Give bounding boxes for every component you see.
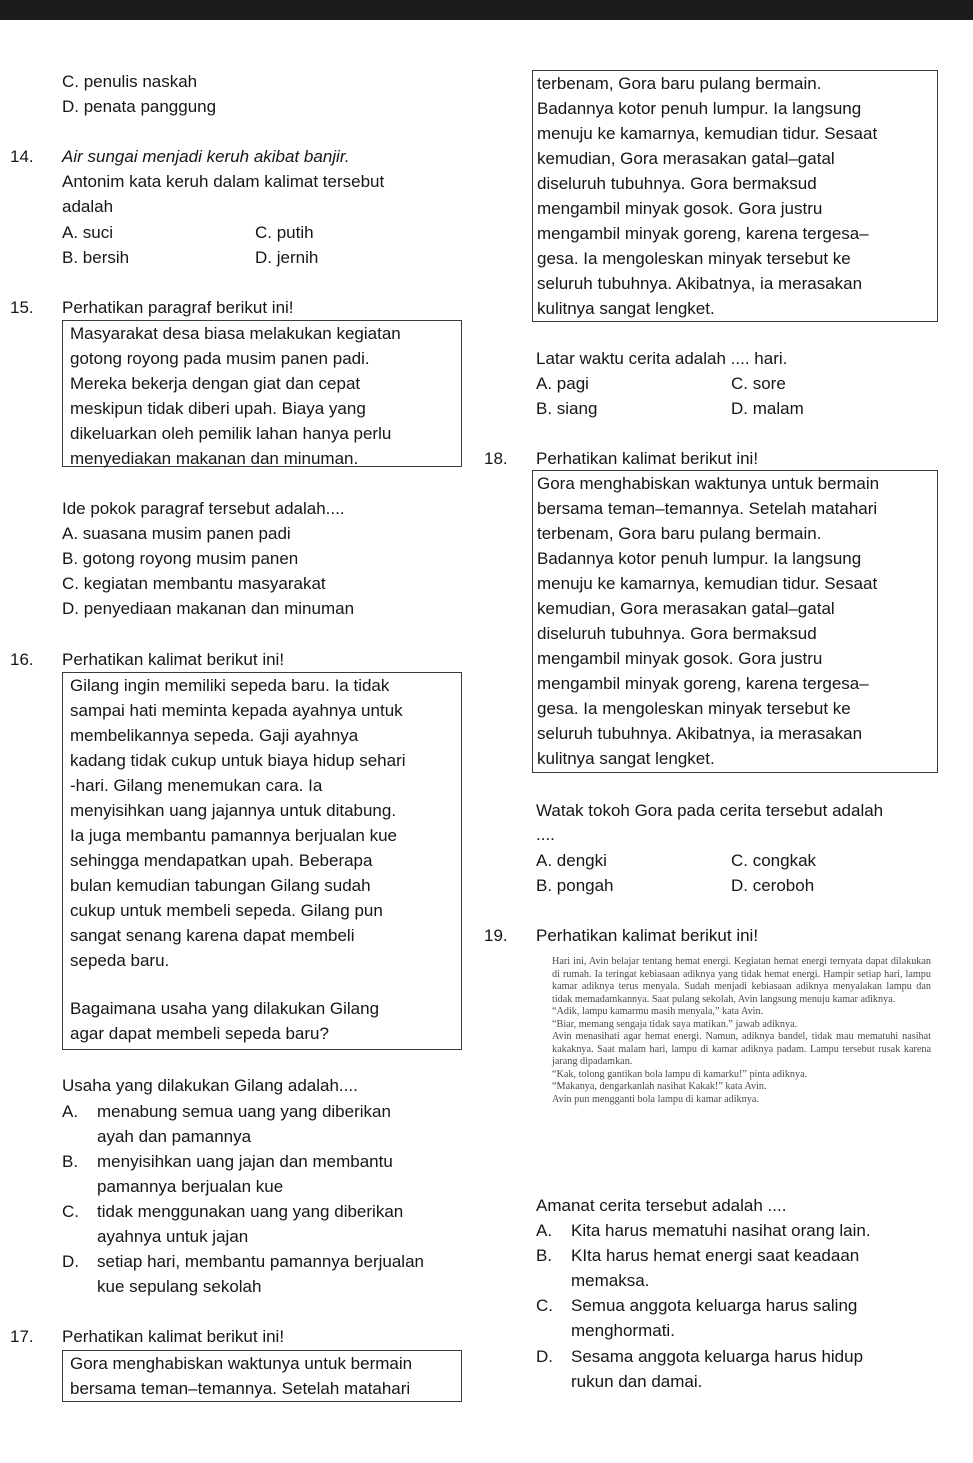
passage-paragraph: Avin menasihati agar hemat energi. Namun, adiknya bandel, tidak mau mematuhi nasihat kakaknya. Saat malam hari, lampu di kamar adiknya padam. Lampu tersebut rusak karena jarang dipadamkan. (552, 1031, 931, 1067)
passage-line: kulitnya sangat lengket. (537, 749, 715, 768)
passage-line: kulitnya sangat lengket. (537, 299, 715, 318)
passage-line: sehingga mendapatkan upah. Beberapa (70, 851, 373, 870)
q16-stem: Perhatikan kalimat berikut ini! (62, 650, 285, 669)
passage-paragraph: “Biar, memang sengaja tidak saya matikan.” jawab adiknya. (552, 1018, 798, 1030)
q19-option-d-label: D. (536, 1347, 553, 1366)
passage-line: bersama teman–temannya. Setelah matahari (537, 499, 878, 518)
q14-option-b: B. bersih (62, 248, 130, 267)
q16-option-d-line1: setiap hari, membantu pamannya berjualan (97, 1252, 424, 1271)
passage-line: mengambil minyak goreng, karena tergesa– (537, 224, 869, 243)
passage-line: -hari. Gilang menemukan cara. Ia (70, 776, 323, 795)
passage-paragraph: Avin pun mengganti bola lampu di kamar adiknya. (552, 1093, 759, 1105)
passage-line: seluruh tubuhnya. Akibatnya, ia merasakan (537, 724, 863, 743)
q13-option-c: C. penulis naskah (62, 72, 198, 91)
passage-line: Gilang ingin memiliki sepeda baru. Ia tidak (70, 676, 390, 695)
passage-line: bulan kemudian tabungan Gilang sudah (70, 876, 371, 895)
passage-line: meskipun tidak diberi upah. Biaya yang (70, 399, 366, 418)
passage-line: Mereka bekerja dengan giat dan cepat (70, 374, 361, 393)
q16-option-c-line1: tidak menggunakan uang yang diberikan (97, 1202, 404, 1221)
q17-option-b: B. siang (536, 399, 598, 418)
q17-option-d: D. malam (731, 399, 804, 418)
q19-option-c-label: C. (536, 1296, 553, 1315)
q15-question: Ide pokok paragraf tersebut adalah.... (62, 499, 345, 518)
q17-passage-box (62, 1350, 462, 1402)
q19-number: 19. (484, 926, 508, 945)
q16-option-a-line2: ayah dan pamannya (97, 1127, 252, 1146)
q18-option-b: B. pongah (536, 876, 614, 895)
passage-line: Badannya kotor penuh lumpur. Ia langsung (537, 549, 862, 568)
passage-line: menuju ke kamarnya, kemudian tidur. Sesaat (537, 574, 878, 593)
q16-option-b-label: B. (62, 1152, 79, 1171)
q16-question: Usaha yang dilakukan Gilang adalah.... (62, 1076, 358, 1095)
passage-line: kadang tidak cukup untuk biaya hidup sehari (70, 751, 406, 770)
q18-passage-box (532, 470, 938, 773)
passage-line: membelikannya sepeda. Gaji ayahnya (70, 726, 359, 745)
q19-option-d-line1: Sesama anggota keluarga harus hidup (571, 1347, 864, 1366)
q15-option-a: A. suasana musim panen padi (62, 524, 291, 543)
q15-option-b: B. gotong royong musim panen (62, 549, 299, 568)
q16-option-d-label: D. (62, 1252, 79, 1271)
passage-line: Masyarakat desa biasa melakukan kegiatan (70, 324, 401, 343)
passage-line: menyisihkan uang jajannya untuk ditabung. (70, 801, 397, 820)
passage-line: kemudian, Gora merasakan gatal–gatal (537, 599, 835, 618)
q18-option-a: A. dengki (536, 851, 607, 870)
q13-option-d: D. penata panggung (62, 97, 217, 116)
passage-line: dikeluarkan oleh pemilik lahan hanya perlu (70, 424, 392, 443)
top-bar (0, 0, 973, 20)
passage-line: diseluruh tubuhnya. Gora bermaksud (537, 624, 817, 643)
q19-option-b-line1: KIta harus hemat energi saat keadaan (571, 1246, 860, 1265)
passage-line: kemudian, Gora merasakan gatal–gatal (537, 149, 835, 168)
q15-option-d: D. penyediaan makanan dan minuman (62, 599, 355, 618)
q19-question: Amanat cerita tersebut adalah .... (536, 1196, 787, 1215)
passage-line: mengambil minyak goreng, karena tergesa– (537, 674, 869, 693)
q19-option-d-line2: rukun dan damai. (571, 1372, 703, 1391)
q18-number: 18. (484, 449, 508, 468)
q19-option-a-line1: Kita harus mematuhi nasihat orang lain. (571, 1221, 871, 1240)
q15-option-c: C. kegiatan membantu masyarakat (62, 574, 326, 593)
passage-line: menyediakan makanan dan minuman. (70, 449, 359, 468)
passage-line: sampai hati meminta kepada ayahnya untuk (70, 701, 403, 720)
q14-option-c: C. putih (255, 223, 314, 242)
q18-option-c: C. congkak (731, 851, 817, 870)
q14-option-a: A. suci (62, 223, 114, 242)
q15-stem: Perhatikan paragraf berikut ini! (62, 298, 294, 317)
passage-line: mengambil minyak gosok. Gora justru (537, 199, 823, 218)
passage-question-line: agar dapat membeli sepeda baru? (70, 1024, 329, 1043)
passage-line: seluruh tubuhnya. Akibatnya, ia merasakan (537, 274, 863, 293)
passage-line: menuju ke kamarnya, kemudian tidur. Sesaat (537, 124, 878, 143)
q16-option-c-label: C. (62, 1202, 79, 1221)
q16-option-d-line2: kue sepulang sekolah (97, 1277, 262, 1296)
passage-line: Ia juga membantu pamannya berjualan kue (70, 826, 397, 845)
q19-passage-image (548, 954, 935, 1184)
q17-passage-continued-box (532, 70, 938, 322)
q16-option-c-line2: ayahnya untuk jajan (97, 1227, 249, 1246)
q19-option-c-line2: menghormati. (571, 1321, 675, 1340)
passage-paragraph: “Kak, tolong gantikan bola lampu di kamarku!” pinta adiknya. (552, 1068, 808, 1080)
q15-passage-box (62, 320, 462, 467)
passage-line: terbenam, Gora baru pulang bermain. (537, 524, 822, 543)
q19-stem: Perhatikan kalimat berikut ini! (536, 926, 759, 945)
q17-number: 17. (10, 1327, 34, 1346)
q14-option-d: D. jernih (255, 248, 319, 267)
q16-option-a-label: A. (62, 1102, 79, 1121)
passage-line: cukup untuk membeli sepeda. Gilang pun (70, 901, 383, 920)
q14-prompt-line: adalah (62, 197, 114, 216)
q18-question: Watak tokoh Gora pada cerita tersebut adalah (536, 801, 884, 820)
q14-number: 14. (10, 147, 34, 166)
q17-question: Latar waktu cerita adalah .... hari. (536, 349, 788, 368)
q17-stem: Perhatikan kalimat berikut ini! (62, 1327, 285, 1346)
q17-option-c: C. sore (731, 374, 786, 393)
q19-option-b-line2: memaksa. (571, 1271, 650, 1290)
passage-line: sangat senang karena dapat membeli (70, 926, 355, 945)
q18-stem: Perhatikan kalimat berikut ini! (536, 449, 759, 468)
passage-line: gotong royong pada musim panen padi. (70, 349, 370, 368)
passage-paragraph: “Makanya, dengarkanlah nasihat Kakak!” kata Avin. (552, 1081, 767, 1092)
q17-option-a: A. pagi (536, 374, 589, 393)
q19-option-b-label: B. (536, 1246, 553, 1265)
q16-option-b-line1: menyisihkan uang jajan dan membantu (97, 1152, 393, 1171)
q14-stem: Air sungai menjadi keruh akibat banjir. (62, 147, 350, 166)
passage-line: Gora menghabiskan waktunya untuk bermain (70, 1354, 413, 1373)
passage-line: gesa. Ia mengoleskan minyak tersebut ke (537, 249, 851, 268)
q18-question-dots: .... (536, 825, 555, 844)
passage-line: diseluruh tubuhnya. Gora bermaksud (537, 174, 817, 193)
q16-number: 16. (10, 650, 34, 669)
passage-question-line: Bagaimana usaha yang dilakukan Gilang (70, 999, 380, 1018)
q14-prompt-line: Antonim kata keruh dalam kalimat tersebut (62, 172, 385, 191)
passage-line: Gora menghabiskan waktunya untuk bermain (537, 474, 880, 493)
passage-line: sepeda baru. (70, 951, 170, 970)
passage-line: Badannya kotor penuh lumpur. Ia langsung (537, 99, 862, 118)
q19-option-a-label: A. (536, 1221, 553, 1240)
passage-line: mengambil minyak gosok. Gora justru (537, 649, 823, 668)
passage-line: bersama teman–temannya. Setelah matahari (70, 1379, 411, 1398)
passage-line: terbenam, Gora baru pulang bermain. (537, 74, 822, 93)
passage-paragraph: “Adik, lampu kamarmu masih menyala,” kata Avin. (552, 1006, 764, 1017)
q15-number: 15. (10, 298, 34, 317)
passage-paragraph: Hari ini, Avin belajar tentang hemat energi. Kegiatan hemat energi ternyata dapat dilakukan di rumah. Ia teringat kebiasaan adiknya yang tidak hemat energi. Hampir setiap hari, lampu kamar adiknya terus menyala. Sudah menjadi kebiasaan adiknya menyalakan lampu dan tidak memadamkannya. Saat pulang sekolah, Avin langsung menuju kamar adiknya. (552, 956, 931, 1005)
q16-option-a-line1: menabung semua uang yang diberikan (97, 1102, 391, 1121)
q18-option-d: D. ceroboh (731, 876, 815, 895)
q19-option-c-line1: Semua anggota keluarga harus saling (571, 1296, 858, 1315)
q16-passage-box (62, 672, 462, 1050)
q16-option-b-line2: pamannya berjualan kue (97, 1177, 284, 1196)
passage-line: gesa. Ia mengoleskan minyak tersebut ke (537, 699, 851, 718)
